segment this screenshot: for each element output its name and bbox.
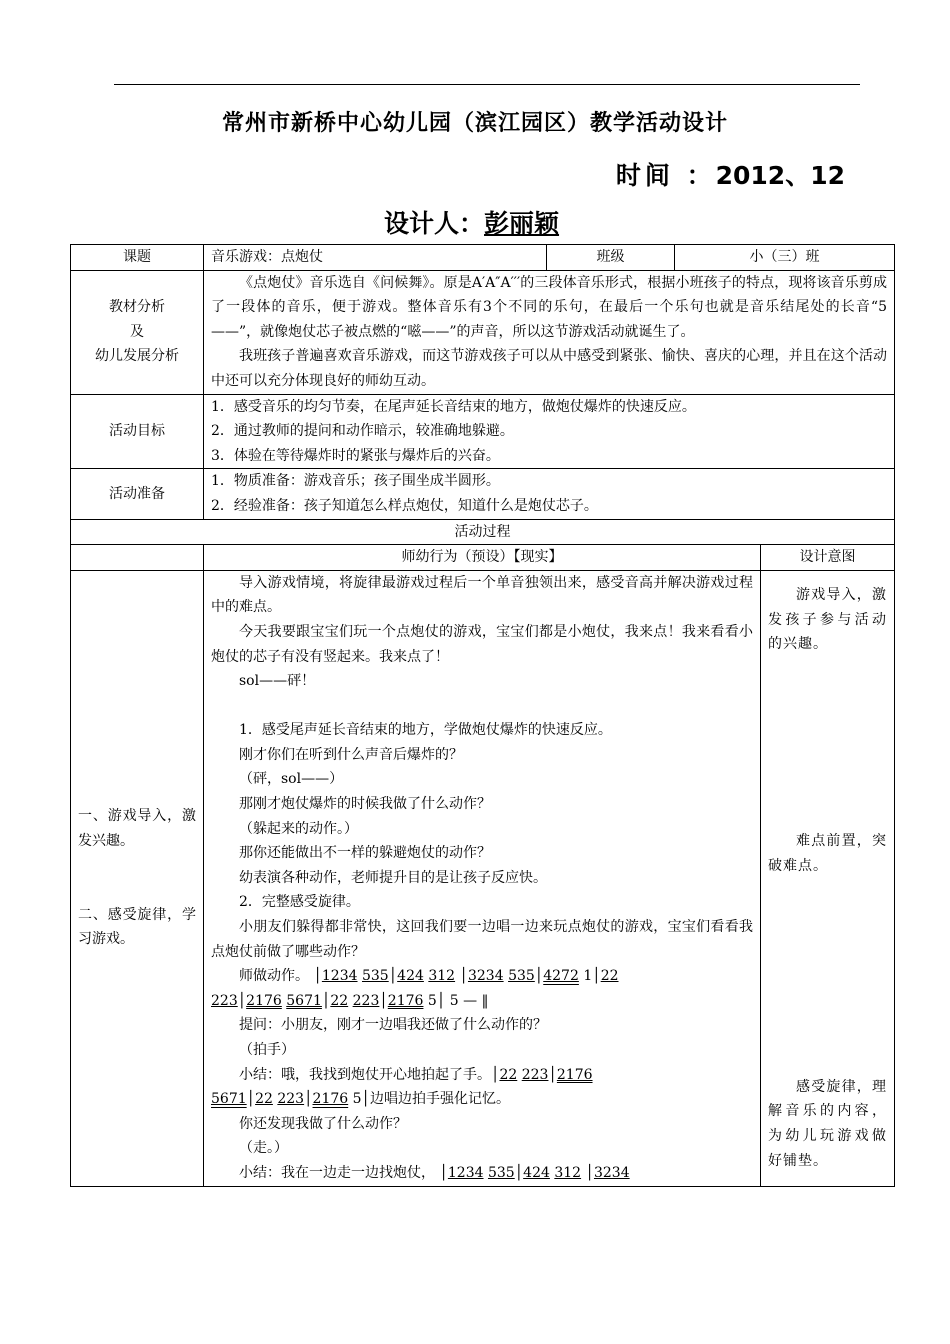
prep-label: 活动准备	[71, 469, 204, 519]
behavior-header: 师幼行为（预设）【现实】	[204, 545, 761, 571]
intent-column	[761, 570, 895, 1186]
process-title: 活动过程	[71, 519, 895, 545]
header-rule	[114, 84, 860, 85]
topic-value: 音乐游戏：点炮仗	[204, 245, 547, 271]
designer-name: 彭丽颖	[484, 209, 560, 238]
goals-label: 活动目标	[71, 394, 204, 469]
process-line: （砰，sol——）	[239, 771, 344, 788]
notation-line-4: 5671│22 223│2176 5│边唱边拍手强化记忆。	[211, 1091, 510, 1108]
process-line: 刚才你们在听到什么声音后爆炸的？	[239, 746, 463, 763]
process-line: 今天我要跟宝宝们玩一个点炮仗的游戏，宝宝们都是小炮仗，我来点！我来看看小炮仗的芯子有没有竖起来。我来点了！	[211, 623, 753, 665]
process-line: （走。）	[239, 1140, 288, 1157]
analysis-paragraph: 《点炮仗》音乐选自《问候舞》。原是A′A″A′′′的三段体音乐形式，根据小班孩子的特点，现将该音乐剪成了一段体的音乐，便于游戏。整体音乐有3个不同的乐句，在最后一个乐句也就是音乐结尾处的长音“5——”，就像炮仗芯子被点燃的“嗞——”的声音，所以这节游戏活动就诞生了。	[211, 274, 888, 340]
process-line: 提问：小朋友，刚才一边唱我还做了什么动作的？	[239, 1017, 547, 1034]
goals-content	[204, 394, 895, 469]
process-line: sol——砰！	[239, 673, 316, 690]
notation-line-2: 223│2176 5671│22 223│2176 5│ 5 — ‖	[211, 992, 489, 1009]
time-line	[616, 156, 845, 192]
stage-column	[71, 570, 204, 1186]
intent-2: 难点前置，突破难点。	[768, 832, 888, 874]
process-line: 小朋友们躲得都非常快，这回我们要一边唱一边来玩点炮仗的游戏，宝宝们看看我点炮仗前做了哪些动作？	[211, 919, 753, 960]
goals-row	[71, 394, 895, 469]
process-line: 1．感受尾声延长音结束的地方，学做炮仗爆炸的快速反应。	[239, 722, 612, 739]
behavior-column	[204, 570, 761, 1186]
analysis-label: 教材分析 及 幼儿发展分析	[71, 270, 204, 394]
notation-line-1: 师做动作。 │1234 535│424 312 │3234 535│4272 1│22	[239, 968, 619, 985]
document-title: 常州市新桥中心幼儿园（滨江园区）教学活动设计	[221, 111, 728, 136]
lesson-plan-table	[70, 244, 895, 1187]
process-stage-header	[71, 545, 204, 571]
process-line: 2．完整感受旋律。	[239, 894, 360, 911]
process-line: （躲起来的动作。）	[239, 820, 358, 837]
topic-label: 课题	[71, 245, 204, 271]
intent-1: 游戏导入，激发孩子参与活动的兴趣。	[768, 587, 888, 653]
analysis-row	[71, 270, 895, 394]
process-line: 那你还能做出不一样的躲避炮仗的动作？	[239, 845, 491, 862]
stage-1: 一、游戏导入，激发兴趣。	[78, 808, 196, 849]
time-value: 2012、12	[715, 161, 845, 190]
notation-line-3: 小结：哦，我找到炮仗开心地拍起了手。│22 223│2176	[239, 1066, 593, 1083]
analysis-content	[204, 270, 895, 394]
process-body-row	[71, 570, 895, 1186]
process-line: 幼表演各种动作，老师提升目的是让孩子反应快。	[239, 869, 547, 886]
time-label: 时间 ：	[615, 161, 716, 190]
process-header-row	[71, 545, 895, 571]
stage-2: 二、感受旋律，学习游戏。	[78, 906, 196, 948]
process-line: 那刚才炮仗爆炸的时候我做了什么动作？	[239, 796, 491, 813]
process-title-row	[71, 519, 895, 545]
notation-line-5: 小结：我在一边走一边找炮仗， │1234 535│424 312 │3234	[239, 1164, 630, 1181]
goal-item: 1．感受音乐的均匀节奏，在尾声延长音结束的地方，做炮仗爆炸的快速反应。	[211, 398, 696, 415]
analysis-paragraph: 我班孩子普遍喜欢音乐游戏，而这节游戏孩子可以从中感受到紧张、愉快、喜庆的心理，并且在这个活动中还可以充分体现良好的师幼互动。	[211, 348, 888, 389]
goal-item: 2．通过教师的提问和动作暗示，较准确地躲避。	[211, 423, 514, 440]
prep-item: 2．经验准备：孩子知道怎么样点炮仗，知道什么是炮仗芯子。	[211, 497, 598, 514]
process-line: （拍手）	[239, 1042, 295, 1058]
goal-item: 3．体验在等待爆炸时的紧张与爆炸后的兴奋。	[211, 447, 500, 464]
class-label: 班级	[547, 245, 675, 271]
intent-3: 感受旋律，理解音乐的内容，为幼儿玩游戏做好铺垫。	[768, 1078, 888, 1169]
header-row	[71, 245, 895, 271]
class-value: 小（三）班	[675, 245, 895, 271]
prep-row	[71, 469, 895, 519]
prep-item: 1．物质准备：游戏音乐；孩子围坐成半圆形。	[211, 473, 500, 490]
intent-header: 设计意图	[761, 545, 895, 571]
designer-line	[384, 204, 577, 240]
process-line: 导入游戏情境，将旋律最游戏过程后一个单音独领出来，感受音高并解决游戏过程中的难点。	[211, 574, 753, 616]
designer-label: 设计人：	[384, 209, 485, 238]
prep-content	[204, 469, 895, 519]
process-line: 你还发现我做了什么动作？	[239, 1115, 407, 1132]
